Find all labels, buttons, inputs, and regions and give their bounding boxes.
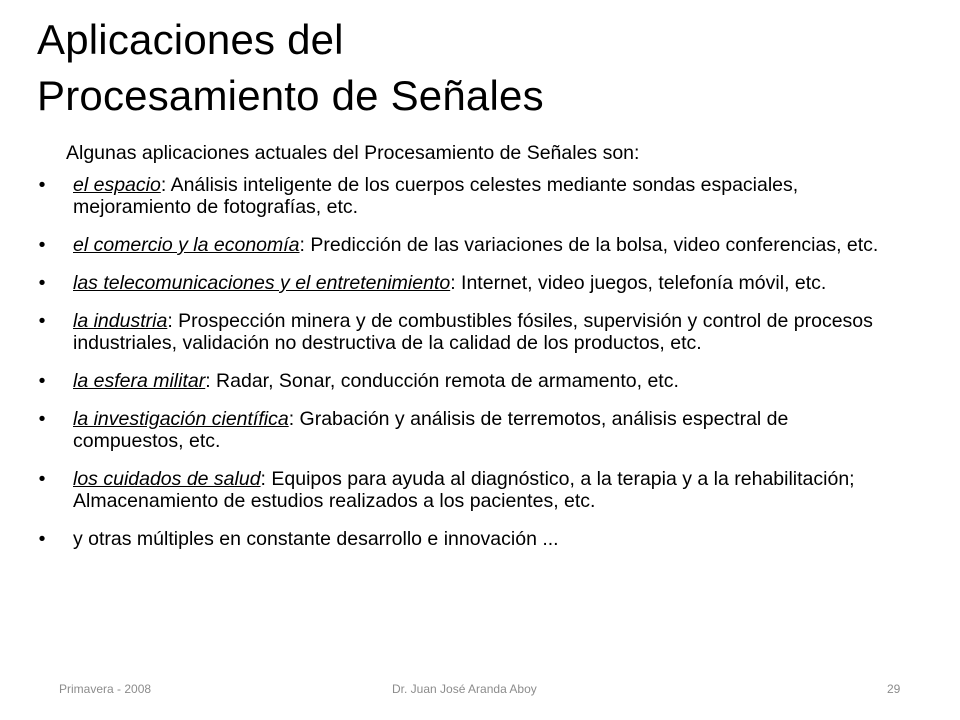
bullet-icon: •: [38, 370, 46, 392]
bullet-text: : Análisis inteligente de los cuerpos celestes mediante sondas espaciales, mejoramiento de fotografías, etc.: [73, 174, 799, 218]
list-item: [38, 468, 903, 512]
slide-title-line1: Aplicaciones del: [37, 16, 344, 63]
bullet-text: : Internet, video juegos, telefonía móvil, etc.: [450, 272, 827, 294]
list-item: [38, 272, 903, 294]
bullet-text: : Prospección minera y de combustibles fósiles, supervisión y control de procesos industriales, validación no destructiva de la calidad de los productos, etc.: [73, 310, 873, 354]
bullet-icon: •: [38, 468, 46, 490]
footer-author: Dr. Juan José Aranda Aboy: [392, 682, 537, 696]
bullet-text: : Predicción de las variaciones de la bolsa, video conferencias, etc.: [299, 234, 879, 256]
bullet-term: las telecomunicaciones y el entretenimiento: [73, 272, 451, 294]
footer-page-number: 29: [887, 682, 901, 696]
bullet-icon: •: [38, 174, 46, 196]
bullet-term: los cuidados de salud: [73, 468, 261, 490]
bullet-term: la investigación científica: [73, 408, 289, 430]
slide-title-line2: Procesamiento de Señales: [37, 72, 544, 119]
bullet-text: y otras múltiples en constante desarrollo e innovación ...: [73, 528, 559, 550]
list-item: [38, 174, 903, 218]
bullet-icon: •: [38, 528, 46, 550]
bullet-term: la esfera militar: [73, 370, 206, 392]
bullet-term: el comercio y la economía: [73, 234, 300, 256]
bullet-icon: •: [38, 310, 46, 332]
bullet-icon: •: [38, 408, 46, 430]
bullet-list: [0, 174, 960, 566]
list-item: [38, 370, 903, 392]
intro-text: Algunas aplicaciones actuales del Procesamiento de Señales son:: [66, 142, 640, 164]
bullet-text: : Radar, Sonar, conducción remota de armamento, etc.: [205, 370, 679, 392]
bullet-term: la industria: [73, 310, 168, 332]
bullet-icon: •: [38, 234, 46, 256]
bullet-term: el espacio: [73, 174, 161, 196]
bullet-text: : Equipos para ayuda al diagnóstico, a la terapia y a la rehabilitación; Almacenamiento de estudios realizados a los pacientes, etc.: [73, 468, 855, 512]
bullet-icon: •: [38, 272, 46, 294]
list-item: [38, 528, 903, 550]
list-item: [38, 234, 903, 256]
slide-title: [37, 12, 917, 124]
bullet-text: : Grabación y análisis de terremotos, análisis espectral de compuestos, etc.: [73, 408, 789, 452]
footer-date: Primavera - 2008: [59, 682, 152, 696]
list-item: [38, 408, 903, 452]
list-item: [38, 310, 903, 354]
